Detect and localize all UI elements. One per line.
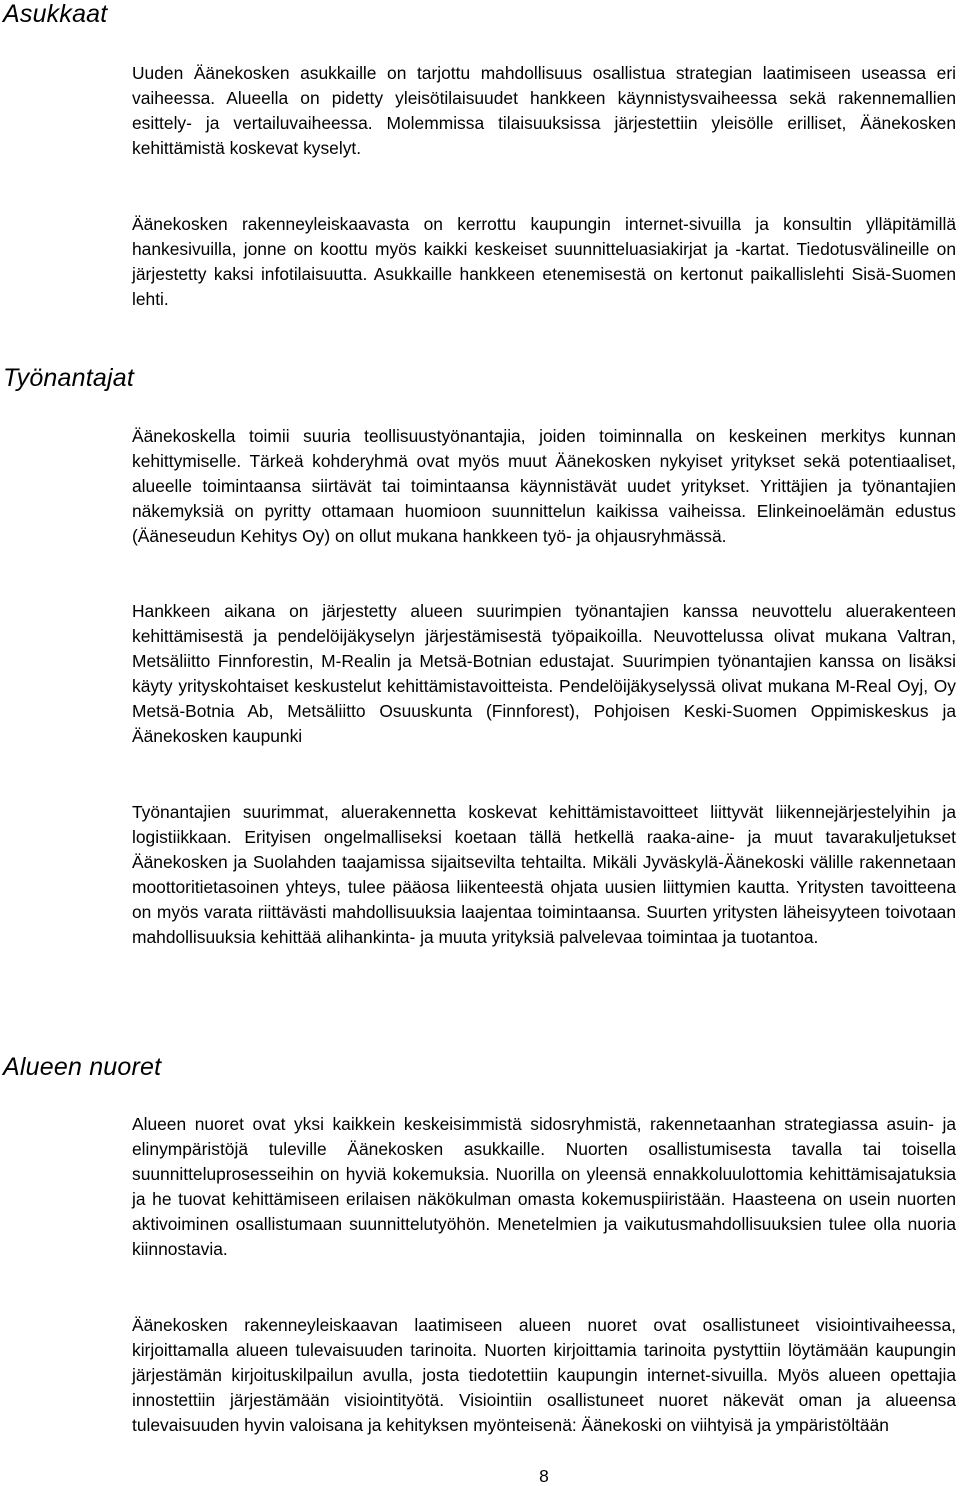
paragraph: Hankkeen aikana on järjestetty alueen suurimpien työnantajien kanssa neuvottelu aluerakenteen kehittämisestä ja pendelöijäkyselyn järjestämisestä työpaikoilla. Neuvottelussa olivat mukana Valtran, Metsäliitto Finnforestin, M-Realin ja Metsä-Botnian edustajat. Suurimpien työnantajien kanssa on lisäksi käyty yrityskohtaiset keskustelut kehittämistavoitteista. Pendelöijäkyselyssä olivat mukana M-Real Oyj, Oy Metsä-Botnia Ab, Metsäliitto Osuuskunta (Finnforest), Pohjoisen Keski-Suomen Oppimiskeskus ja Äänekosken kaupunki — [132, 601, 956, 747]
section-heading-tyonantajat: Työnantajat — [3, 364, 134, 392]
paragraph: Äänekoskella toimii suuria teollisuustyönantajia, joiden toiminnalla on keskeinen merkitys kunnan kehittymiselle. Tärkeä kohderyhmä ovat myös muut Äänekosken nykyiset yritykset sekä potentiaaliset, alueelle toimintaansa siirtävät tai toimintaansa käynnistävät uudet yritykset. Yrittäjien ja työnantajien näkemyksiä on pyritty ottamaan huomioon suunnittelun kaikissa vaiheissa. Elinkeinoelämän edustus (Ääneseudun Kehitys Oy) on ollut mukana hankkeen työ- ja ohjausryhmässä. — [132, 426, 956, 547]
page-number: 8 — [539, 1466, 549, 1486]
paragraph: Äänekosken rakenneyleiskaavasta on kerrottu kaupungin internet-sivuilla ja konsultin ylläpitämillä hankesivuilla, jonne on koottu myös kaikki keskeiset suunnitteluasiakirjat ja -kartat. Tiedotusvälineille on järjestetty kaksi infotilaisuutta. Asukkaille hankkeen etenemisestä on kertonut paikallislehti Sisä-Suomen lehti. — [132, 214, 956, 310]
paragraph: Uuden Äänekosken asukkaille on tarjottu mahdollisuus osallistua strategian laatimiseen useassa eri vaiheessa. Alueella on pidetty yleisötilaisuudet hankkeen käynnistysvaiheessa sekä rakennemallien esittely- ja vertailuvaiheessa. Molemmissa tilaisuuksissa järjestettiin yleisölle erilliset, Äänekosken kehittämistä koskevat kyselyt. — [132, 63, 956, 159]
paragraph: Työnantajien suurimmat, aluerakennetta koskevat kehittämistavoitteet liittyvät liikennejärjestelyihin ja logistiikkaan. Erityisen ongelmalliseksi koetaan tällä hetkellä raaka-aine- ja muut tavarakuljetukset Äänekosken ja Suolahden taajamissa sijaitsevilta tehtailta. Mikäli Jyväskylä-Äänekoski välille rakennetaan moottoritietasoinen yhteys, tulee pääosa liikenteestä ohjata uusien liittymien kautta. Yritysten tavoitteena on myös varata riittävästi mahdollisuuksia laajentaa toimintaansa. Suurten yritysten läheisyyteen toivotaan mahdollisuuksia kehittää alihankinta- ja muuta yrityksiä palvelevaa toimintaa ja tuotantoa. — [132, 802, 956, 948]
section-heading-alueen-nuoret: Alueen nuoret — [3, 1053, 162, 1081]
section-heading-asukkaat: Asukkaat — [3, 0, 108, 28]
paragraph: Alueen nuoret ovat yksi kaikkein keskeisimmistä sidosryhmistä, rakennetaanhan strategiassa asuin- ja elinympäristöjä tuleville Äänekosken asukkaille. Nuorten osallistumisesta tavalla tai toisella suunnitteluprosesseihin on hyviä kokemuksia. Nuorilla on yleensä ennakkoluulottomia kehittämisajatuksia ja he tuovat kehittämiseen erilaisen näkökulman omasta kokemuspiiristään. Haasteena on usein nuorten aktivoiminen osallistumaan suunnittelutyöhön. Menetelmien ja vaikutusmahdollisuuksien tulee olla nuoria kiinnostavia. — [132, 1114, 956, 1260]
paragraph-last: Äänekosken rakenneyleiskaavan laatimiseen alueen nuoret ovat osallistuneet visiointivaiheessa, kirjoittamalla alueen tulevaisuuden tarinoita. Nuorten kirjoittamia tarinoita pystyttiin löytämään kaupungin järjestämän kirjoituskilpailun avulla, josta tiedotettiin kaupungin internet-sivuilla. Myös alueen opettajia innostettiin järjestämään visiointityötä. Visiointiin osallistuneet nuoret näkevät oman ja alueensa tulevaisuuden hyvin valoisana ja kehityksen myönteisenä: Äänekoski on viihtyisä ja ympäristöltään — [132, 1315, 956, 1436]
